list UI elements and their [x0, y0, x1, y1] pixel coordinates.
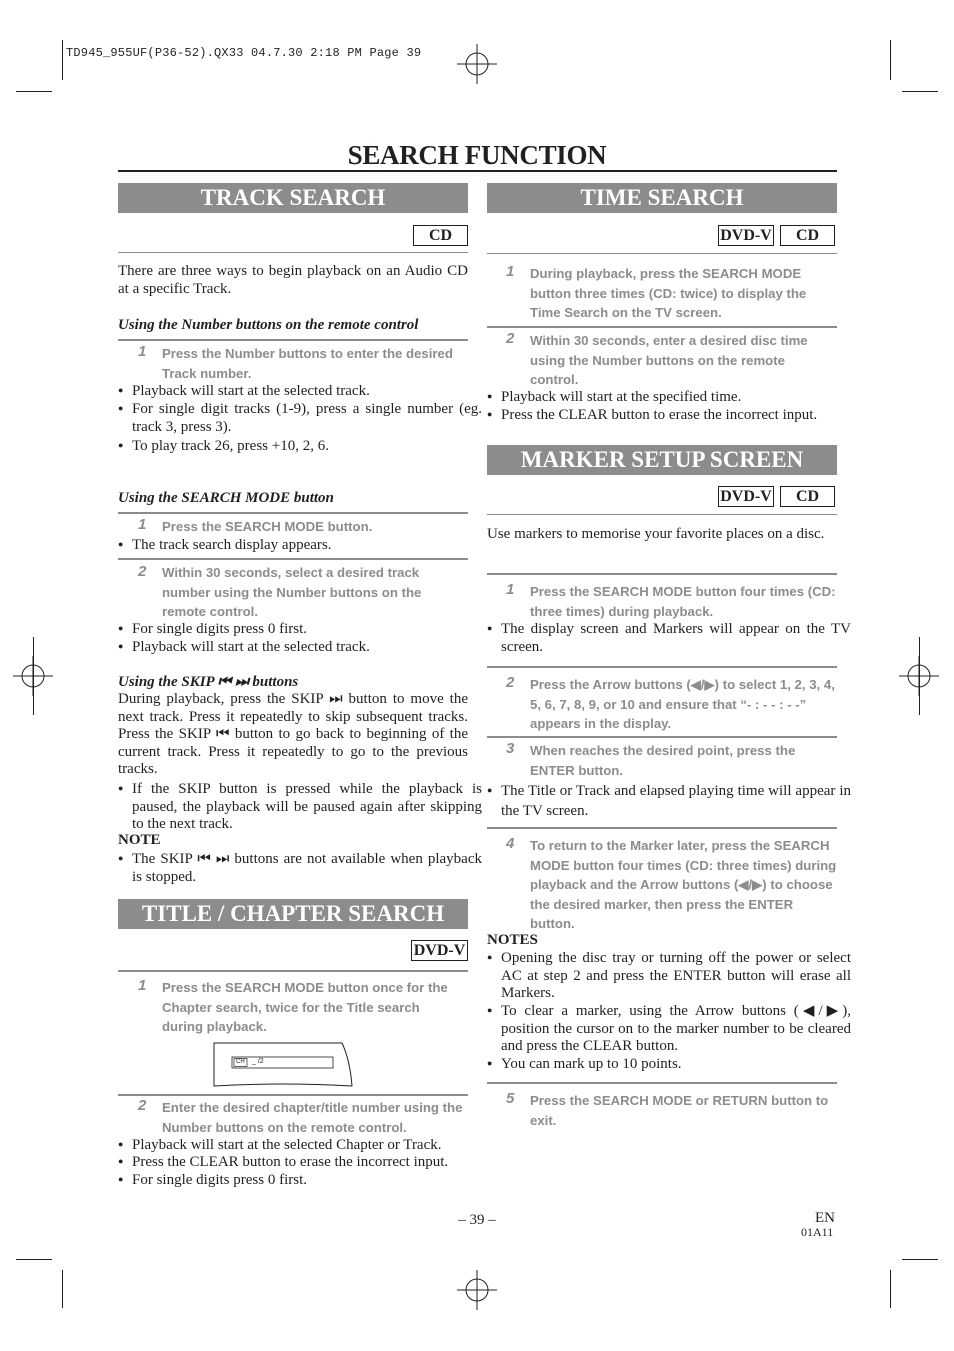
page-title: SEARCH FUNCTION: [347, 140, 607, 170]
divider: [487, 514, 837, 515]
number-subheading: Using the Number buttons on the remote control: [118, 317, 419, 333]
tv-screen-illustration: [212, 1042, 354, 1088]
tv-screen-icon: [212, 1042, 354, 1088]
divider: [118, 558, 468, 560]
cd-tag: CD: [413, 225, 468, 246]
step-text: Enter the desired chapter/title number using the Number buttons on the remote control.: [162, 1100, 463, 1135]
print-slug: TD945_955UF(P36-52).QX33 04.7.30 2:18 PM Page 39: [66, 46, 422, 60]
crop-mark: [890, 1270, 891, 1308]
note-label: NOTE: [118, 832, 161, 848]
step-text: Press the Number buttons to enter the desired Track number.: [162, 346, 453, 381]
step-number: 1: [138, 516, 147, 533]
step-text: Press the SEARCH MODE button.: [162, 519, 373, 534]
crop-mark: [62, 40, 63, 80]
step-text: When reaches the desired point, press the ENTER button.: [530, 743, 796, 778]
marker-intro: Use markers to memorise your favorite places on a disc.: [487, 526, 825, 542]
step-number: 2: [506, 674, 515, 691]
step-number: 1: [506, 263, 515, 280]
bullet-item: ● Playback will start at the selected track.: [118, 382, 482, 401]
step-number: 1: [506, 581, 515, 598]
crop-mark: [16, 91, 52, 92]
divider: [487, 253, 837, 254]
divider: [118, 970, 468, 972]
step-number: 5: [506, 1090, 515, 1107]
crop-mark: [890, 40, 891, 80]
divider: [487, 573, 837, 575]
step-text: Within 30 seconds, enter a desired disc time using the Number buttons on the remote control.: [530, 333, 808, 387]
bullet-item: ● For single digits press 0 first.: [118, 620, 482, 639]
bullet-item: ● Playback will start at the specified time.: [487, 388, 851, 407]
bullet-item: ● Press the CLEAR button to erase the incorrect input.: [487, 406, 856, 425]
bullet-item: ● The Title or Track and elapsed playing time will appear in the TV screen.: [487, 780, 851, 821]
divider: [487, 326, 837, 328]
step-text: To return to the Marker later, press the SEARCH MODE button four times (CD: three times) during playback and the Arrow buttons (◀/▶) to choose the desired marker, then press the ENTER button.: [530, 838, 837, 931]
document-code: 01A11: [801, 1225, 834, 1239]
bullet-item: ● The track search display appears.: [118, 536, 482, 555]
step-number: 2: [138, 563, 147, 580]
step-number: 1: [138, 977, 147, 994]
divider: [118, 512, 468, 514]
crop-mark: [902, 1259, 938, 1260]
crop-mark: [902, 91, 938, 92]
divider: [487, 666, 837, 668]
screen-icon-label: CH: [236, 1059, 245, 1065]
bullet-item: ● If the SKIP button is pressed while the playback is paused, the playback will be paused again after skipping to the next track.: [118, 780, 482, 834]
notes-label: NOTES: [487, 932, 538, 948]
bullet-item: ● The SKIP ⏮ ⏭ buttons are not available when playback is stopped.: [118, 850, 482, 886]
bullet-item: ● You can mark up to 10 points.: [487, 1055, 851, 1074]
step-text: Within 30 seconds, select a desired track number using the Number buttons on the remote control.: [162, 565, 422, 619]
divider: [118, 339, 468, 341]
cd-tag: CD: [780, 225, 835, 246]
registration-mark-icon: [457, 44, 497, 84]
bullet-item: ● To clear a marker, using the Arrow buttons (◀/▶), position the cursor on to the marker number to be cleared and press the CLEAR button.: [487, 1002, 851, 1056]
step-text: Press the SEARCH MODE or RETURN button to exit.: [530, 1093, 829, 1128]
bullet-item: ● For single digits press 0 first.: [118, 1171, 482, 1190]
search-mode-subheading: Using the SEARCH MODE button: [118, 490, 334, 506]
crop-mark: [33, 637, 34, 715]
skip-subheading: Using the SKIP ⏮ ⏭ buttons: [118, 674, 299, 690]
screen-text: _ /2: [252, 1058, 264, 1065]
time-search-heading: TIME SEARCH: [487, 183, 837, 213]
bullet-item: ● Press the CLEAR button to erase the incorrect input.: [118, 1153, 492, 1172]
divider: [487, 1082, 837, 1084]
skip-paragraph: During playback, press the SKIP ⏭ button to move the next track. Press it repeatedly to skip subsequent tracks. Press the SKIP ⏮ button to go back to beginning of the current track. Press it repeatedly to go to the previous tracks.: [118, 691, 468, 777]
step-text: Press the SEARCH MODE button four times (CD: three times) during playback.: [530, 584, 836, 619]
step-number: 2: [506, 330, 515, 347]
step-number: 4: [506, 835, 515, 852]
language-code: EN: [815, 1210, 835, 1226]
step-text: During playback, press the SEARCH MODE button three times (CD: twice) to display the Time Search on the TV screen.: [530, 266, 807, 320]
dvd-v-tag: DVD-V: [411, 940, 468, 961]
bullet-item: ● To play track 26, press +10, 2, 6.: [118, 437, 482, 456]
divider: [118, 252, 468, 253]
bullet-item: ● Playback will start at the selected Chapter or Track.: [118, 1136, 492, 1155]
title-chapter-search-heading: TITLE / CHAPTER SEARCH: [118, 899, 468, 929]
registration-mark-icon: [457, 1270, 497, 1310]
divider: [487, 736, 837, 738]
dvd-v-tag: DVD-V: [718, 225, 774, 246]
bullet-item: ● Opening the disc tray or turning off the power or select AC at step 2 and press the ENTER button will erase all Markers.: [487, 949, 851, 1003]
step-number: 3: [506, 740, 515, 757]
cd-tag: CD: [780, 486, 835, 507]
track-search-heading: TRACK SEARCH: [118, 183, 468, 213]
dvd-v-tag: DVD-V: [718, 486, 774, 507]
crop-mark: [62, 1270, 63, 1308]
page-number: – 39 –: [458, 1212, 496, 1228]
divider: [118, 1094, 468, 1096]
bullet-item: ● Playback will start at the selected track.: [118, 638, 482, 657]
marker-setup-heading: MARKER SETUP SCREEN: [487, 445, 837, 475]
step-text: Press the Arrow buttons (◀/▶) to select 1, 2, 3, 4, 5, 6, 7, 8, 9, or 10 and ensure that “- : - - : - -” appears in the display.: [530, 677, 835, 731]
step-number: 2: [138, 1097, 147, 1114]
track-search-intro: There are three ways to begin playback on an Audio CD at a specific Track.: [118, 263, 468, 297]
step-number: 1: [138, 343, 147, 360]
step-text: Press the SEARCH MODE button once for the Chapter search, twice for the Title search during playback.: [162, 980, 448, 1034]
bullet-item: ● The display screen and Markers will appear on the TV screen.: [487, 620, 851, 656]
bullet-item: ● For single digit tracks (1-9), press a single number (eg. track 3, press 3).: [118, 400, 482, 436]
crop-mark: [16, 1259, 52, 1260]
divider: [487, 827, 837, 829]
crop-mark: [919, 637, 920, 715]
title-rule: [118, 170, 837, 172]
